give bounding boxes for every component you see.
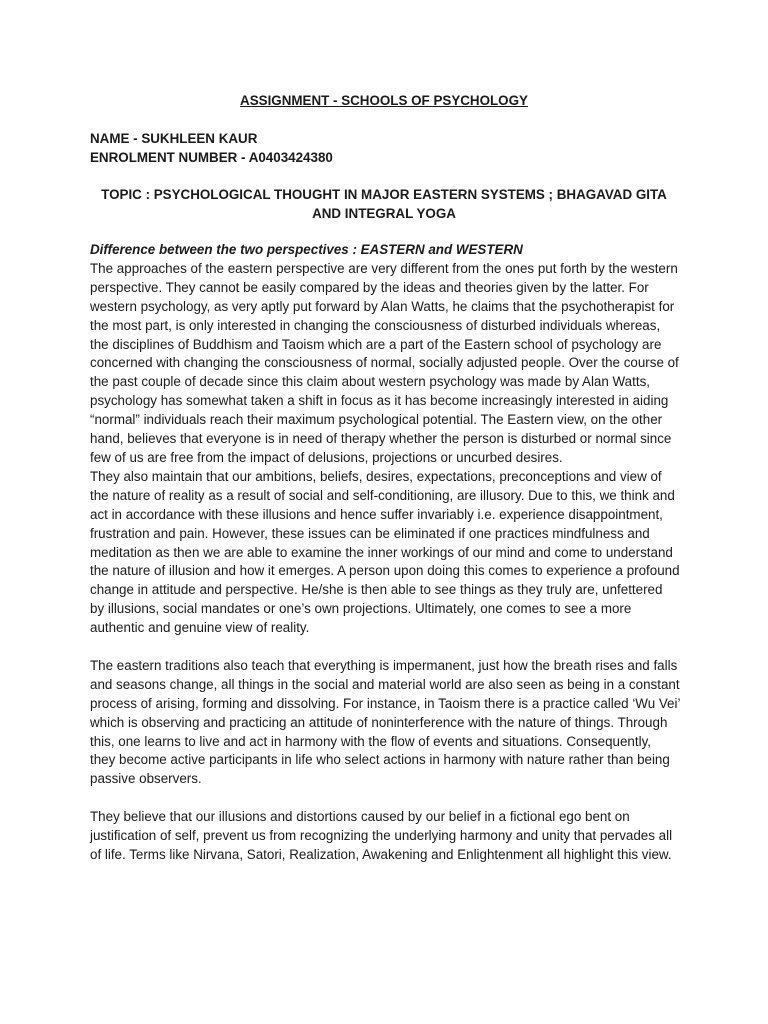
enrolment-number: ENROLMENT NUMBER - A0403424380	[90, 150, 333, 165]
paragraph: They believe that our illusions and distortions caused by our belief in a fictional ego bent on justification of self, prevent us from recognizing the underlying harmony and unity that pervades all of life. Terms like Nirvana, Satori, Realization, Awakening and Enlightenment all highlight this view.	[90, 809, 673, 862]
paragraph: The approaches of the eastern perspective are very different from the ones put forth by the western perspective. They cannot be easily compared by the ideas and theories given by the latter. For western psychology, as very aptly put forward by Alan Watts, he claims that the psychotherapist for the most part, is only interested in changing the consciousness of disturbed individuals whereas, the disciplines of Buddhism and Taoism which are a part of the Eastern school of psychology are concerned with changing the consciousness of normal, socially adjusted people. Over the course of the past couple of decade since this claim about western psychology was made by Alan Watts, psychology has somewhat taken a shift in focus as it has become increasingly interested in aiding “normal” individuals reach their maximum psychological potential. The Eastern view, on the other hand, believes that everyone is in need of therapy whether the person is disturbed or normal since few of us are free from the impact of delusions, projections or uncurbed desires.	[90, 260, 679, 465]
paragraph: They also maintain that our ambitions, beliefs, desires, expectations, preconceptions and view of the nature of reality as a result of social and self-conditioning, are illusory. Due to this, we think and act in accordance with these illusions and hence suffer invariably i.e. experience disappointment, frustration and pain. However, these issues can be eliminated if one practices mindfulness and meditation as then we are able to examine the inner workings of our mind and come to understand the nature of illusion and how it emerges. A person upon doing this comes to experience a profound change in attitude and perspective. He/she is then able to see things as they truly are, unfettered by illusions, social mandates or one’s own projections. Ultimately, one comes to see a more authentic and genuine view of reality.	[90, 468, 680, 636]
paragraph-spacer	[90, 638, 680, 657]
section-heading: Difference between the two perspectives : EASTERN and WESTERN	[90, 242, 523, 257]
student-name: NAME - SUKHLEEN KAUR	[90, 131, 258, 146]
paragraph-spacer	[90, 789, 680, 808]
student-details	[90, 129, 333, 167]
assignment-topic: TOPIC : PSYCHOLOGICAL THOUGHT IN MAJOR EASTERN SYSTEMS ; BHAGAVAD GITA AND INTEGRAL YOGA	[101, 187, 667, 221]
document-body	[90, 241, 680, 865]
document-title: ASSIGNMENT - SCHOOLS OF PSYCHOLOGY	[240, 93, 528, 108]
paragraph: The eastern traditions also teach that everything is impermanent, just how the breath rises and falls and seasons change, all things in the social and material world are also seen as being in a constant process of arising, forming and dissolving. For instance, in Taoism there is a practice called ‘Wu Vei’ which is observing and practicing an attitude of noninterference with the nature of things. Through this, one learns to live and act in harmony with the flow of events and situations. Consequently, they become active participants in life who select actions in harmony with nature rather than being passive observers.	[90, 657, 680, 787]
